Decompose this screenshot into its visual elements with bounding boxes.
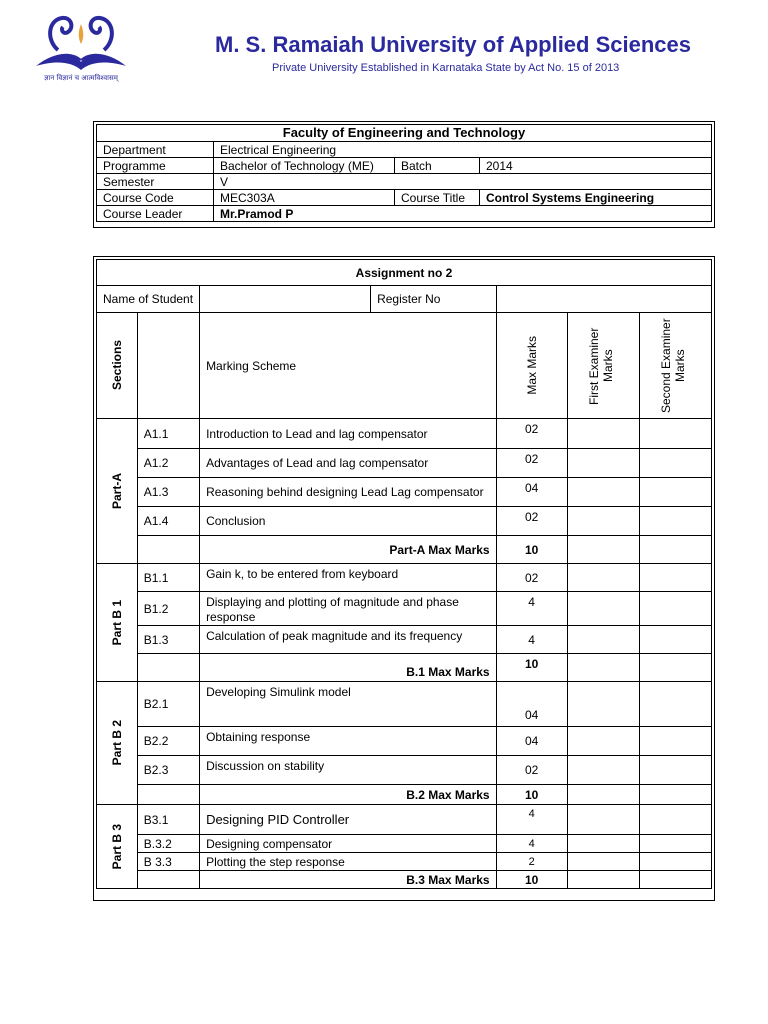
row-code: B3.1 bbox=[137, 805, 199, 835]
first-examiner-cell[interactable] bbox=[567, 449, 639, 478]
part-total-label: B.2 Max Marks bbox=[200, 785, 497, 805]
row-max-marks: 04 bbox=[496, 682, 567, 727]
row-code: A1.2 bbox=[137, 449, 199, 478]
row-desc: Designing PID Controller bbox=[200, 805, 497, 835]
first-examiner-cell[interactable] bbox=[567, 682, 639, 727]
second-examiner-cell[interactable] bbox=[639, 626, 711, 654]
row-code: B2.3 bbox=[137, 756, 199, 785]
first-examiner-cell[interactable] bbox=[567, 507, 639, 536]
row-max-marks: 4 bbox=[496, 592, 567, 626]
register-no-field[interactable] bbox=[496, 286, 711, 313]
assignment-table bbox=[96, 259, 712, 889]
marking-scheme-header: Marking Scheme bbox=[200, 313, 497, 419]
part-label: Part B 3 bbox=[109, 823, 124, 870]
second-examiner-cell[interactable] bbox=[639, 682, 711, 727]
part-total-marks: 10 bbox=[496, 785, 567, 805]
second-examiner-total[interactable] bbox=[639, 871, 711, 889]
part-total-label: B.1 Max Marks bbox=[200, 654, 497, 682]
row-desc: Plotting the step response bbox=[200, 853, 497, 871]
row-desc: Advantages of Lead and lag compensator bbox=[200, 449, 497, 478]
faculty-title: Faculty of Engineering and Technology bbox=[97, 125, 712, 142]
row-code: B2.1 bbox=[137, 682, 199, 727]
first-examiner-header: First Examiner Marks bbox=[587, 326, 616, 405]
course-title-value: Control Systems Engineering bbox=[480, 190, 712, 206]
part-label: Part-A bbox=[109, 472, 124, 509]
row-desc: Conclusion bbox=[200, 507, 497, 536]
row-desc: Designing compensator bbox=[200, 835, 497, 853]
part-total-label: B.3 Max Marks bbox=[200, 871, 497, 889]
row-desc: Displaying and plotting of magnitude and phase response bbox=[200, 592, 497, 626]
row-desc: Gain k, to be entered from keyboard bbox=[200, 564, 497, 592]
row-code: B 3.3 bbox=[137, 853, 199, 871]
logo-motto: ज्ञान विज्ञानं च आत्मविश्वासम् bbox=[44, 74, 118, 82]
course-info-table bbox=[96, 124, 712, 222]
row-code: B1.2 bbox=[137, 592, 199, 626]
second-examiner-cell[interactable] bbox=[639, 756, 711, 785]
batch-label: Batch bbox=[395, 158, 480, 174]
part-label: Part B 2 bbox=[109, 720, 124, 766]
first-examiner-cell[interactable] bbox=[567, 592, 639, 626]
course-title-label: Course Title bbox=[395, 190, 480, 206]
semester-value: V bbox=[214, 174, 712, 190]
student-name-label: Name of Student bbox=[97, 286, 200, 313]
row-max-marks: 2 bbox=[496, 853, 567, 871]
first-examiner-total[interactable] bbox=[567, 871, 639, 889]
second-examiner-total[interactable] bbox=[639, 785, 711, 805]
first-examiner-cell[interactable] bbox=[567, 419, 639, 449]
second-examiner-cell[interactable] bbox=[639, 478, 711, 507]
first-examiner-total[interactable] bbox=[567, 536, 639, 564]
row-desc: Developing Simulink model bbox=[200, 682, 497, 727]
second-examiner-cell[interactable] bbox=[639, 805, 711, 835]
first-examiner-cell[interactable] bbox=[567, 835, 639, 853]
batch-value: 2014 bbox=[480, 158, 712, 174]
part-total-marks: 10 bbox=[496, 871, 567, 889]
row-max-marks: 02 bbox=[496, 564, 567, 592]
first-examiner-cell[interactable] bbox=[567, 805, 639, 835]
row-desc: Reasoning behind designing Lead Lag compensator bbox=[200, 478, 497, 507]
second-examiner-cell[interactable] bbox=[639, 727, 711, 756]
first-examiner-cell[interactable] bbox=[567, 727, 639, 756]
course-leader-value: Mr.Pramod P bbox=[214, 206, 712, 222]
second-examiner-cell[interactable] bbox=[639, 835, 711, 853]
course-code-value: MEC303A bbox=[214, 190, 395, 206]
second-examiner-total[interactable] bbox=[639, 654, 711, 682]
row-code: B2.2 bbox=[137, 727, 199, 756]
row-max-marks: 02 bbox=[496, 507, 567, 536]
second-examiner-cell[interactable] bbox=[639, 507, 711, 536]
first-examiner-cell[interactable] bbox=[567, 564, 639, 592]
row-max-marks: 02 bbox=[496, 449, 567, 478]
page-header bbox=[0, 0, 768, 100]
row-desc: Discussion on stability bbox=[200, 756, 497, 785]
row-code: B1.1 bbox=[137, 564, 199, 592]
row-desc: Calculation of peak magnitude and its frequency bbox=[200, 626, 497, 654]
row-code: B.3.2 bbox=[137, 835, 199, 853]
part-total-marks: 10 bbox=[496, 536, 567, 564]
second-examiner-total[interactable] bbox=[639, 536, 711, 564]
assignment-title: Assignment no 2 bbox=[97, 260, 712, 286]
course-leader-label: Course Leader bbox=[97, 206, 214, 222]
row-max-marks: 4 bbox=[496, 835, 567, 853]
first-examiner-cell[interactable] bbox=[567, 853, 639, 871]
second-examiner-cell[interactable] bbox=[639, 419, 711, 449]
row-max-marks: 4 bbox=[496, 805, 567, 835]
row-code: A1.4 bbox=[137, 507, 199, 536]
row-max-marks: 4 bbox=[496, 626, 567, 654]
part-label: Part B 1 bbox=[109, 599, 124, 646]
semester-label: Semester bbox=[97, 174, 214, 190]
row-max-marks: 04 bbox=[496, 478, 567, 507]
row-max-marks: 02 bbox=[496, 419, 567, 449]
row-max-marks: 02 bbox=[496, 756, 567, 785]
max-marks-header: Max Marks bbox=[524, 336, 539, 395]
second-examiner-cell[interactable] bbox=[639, 592, 711, 626]
university-name: M. S. Ramaiah University of Applied Sciences bbox=[215, 32, 691, 57]
first-examiner-cell[interactable] bbox=[567, 478, 639, 507]
first-examiner-cell[interactable] bbox=[567, 626, 639, 654]
department-value: Electrical Engineering bbox=[214, 142, 712, 158]
department-label: Department bbox=[97, 142, 214, 158]
programme-value: Bachelor of Technology (ME) bbox=[214, 158, 395, 174]
row-code: B1.3 bbox=[137, 626, 199, 654]
second-examiner-cell[interactable] bbox=[639, 449, 711, 478]
first-examiner-total[interactable] bbox=[567, 785, 639, 805]
second-examiner-header: Second Examiner Marks bbox=[659, 318, 688, 413]
part-total-label: Part-A Max Marks bbox=[200, 536, 497, 564]
row-desc: Introduction to Lead and lag compensator bbox=[200, 419, 497, 449]
row-code: A1.1 bbox=[137, 419, 199, 449]
register-no-label: Register No bbox=[377, 292, 441, 306]
row-desc: Obtaining response bbox=[200, 727, 497, 756]
student-name-field[interactable] bbox=[200, 286, 371, 312]
university-subtitle: Private University Established in Karnataka State by Act No. 15 of 2013 bbox=[272, 62, 620, 74]
first-examiner-cell[interactable] bbox=[567, 756, 639, 785]
second-examiner-cell[interactable] bbox=[639, 564, 711, 592]
row-code: A1.3 bbox=[137, 478, 199, 507]
part-total-marks: 10 bbox=[496, 654, 567, 682]
row-max-marks: 04 bbox=[496, 727, 567, 756]
second-examiner-cell[interactable] bbox=[639, 853, 711, 871]
first-examiner-total[interactable] bbox=[567, 654, 639, 682]
sections-header: Sections bbox=[109, 340, 124, 391]
university-logo-icon bbox=[28, 10, 134, 82]
programme-label: Programme bbox=[97, 158, 214, 174]
course-code-label: Course Code bbox=[97, 190, 214, 206]
